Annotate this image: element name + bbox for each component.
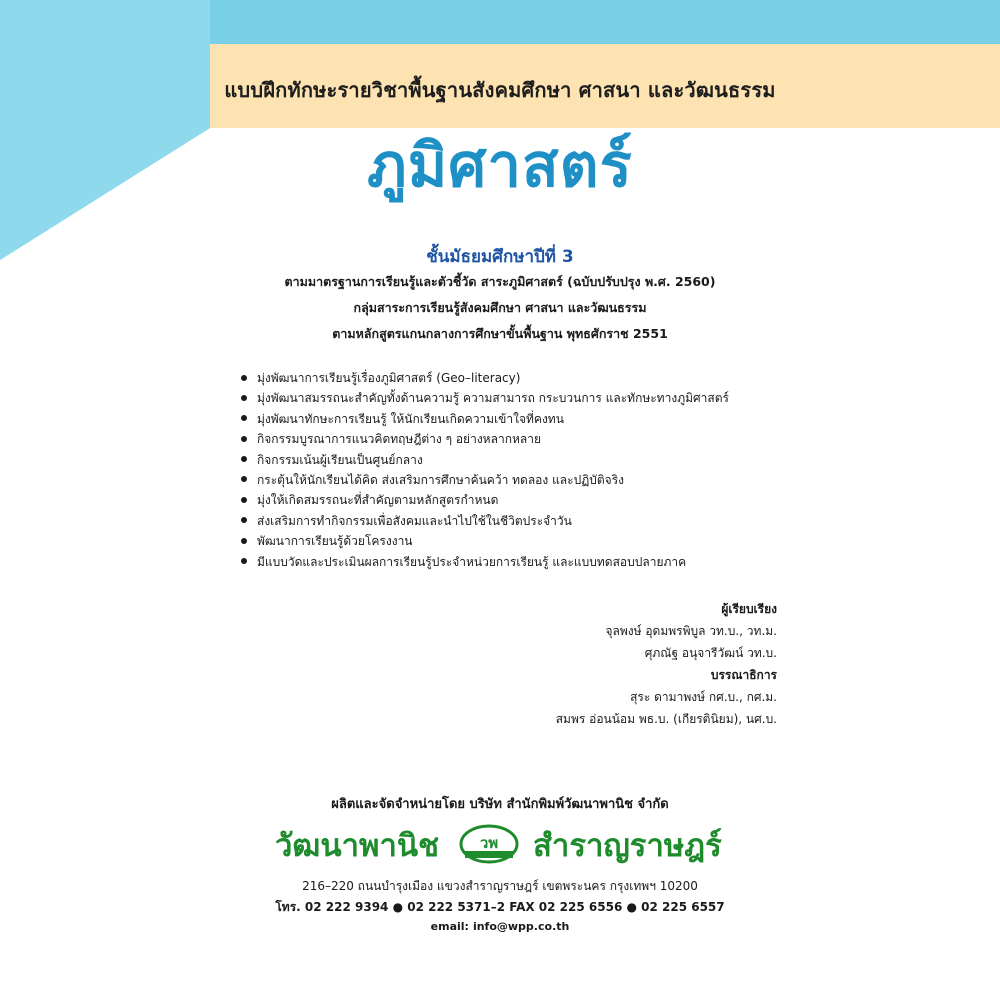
author-name: ศุภณัฐ อนุจารีวัฒน์ วท.บ. xyxy=(644,646,777,660)
grade-level: ชั้นมัธยมศึกษาปีที่ 3 xyxy=(426,247,574,267)
subtitle-curriculum: ตามหลักสูตรแกนกลางการศึกษาขั้นพื้นฐาน พุทธศักราช 2551 xyxy=(332,326,668,341)
bullet-icon xyxy=(241,456,247,462)
bullet-icon xyxy=(241,395,247,401)
publisher-email xyxy=(0,920,1000,933)
author-name: จุลพงษ์ อุดมพรพิบูล วท.บ., วท.ม. xyxy=(605,624,777,638)
editors-heading: บรรณาธิการ xyxy=(710,668,777,682)
feature-item xyxy=(241,490,861,510)
feature-item xyxy=(241,470,861,490)
producer-line: ผลิตและจัดจำหน่ายโดย บริษัท สำนักพิมพ์วัฒนาพานิช จำกัด xyxy=(331,797,669,812)
bullet-icon xyxy=(241,517,247,523)
bullet-icon xyxy=(241,436,247,442)
feature-text: กิจกรรมเน้นผู้เรียนเป็นศูนย์กลาง xyxy=(257,452,423,467)
feature-text: พัฒนาการเรียนรู้ด้วยโครงงาน xyxy=(257,534,413,549)
email-label: email: xyxy=(430,920,469,933)
bullet-icon xyxy=(241,558,247,564)
feature-text: กิจกรรมบูรณาการแนวคิดทฤษฎีต่าง ๆ อย่างหลากหลาย xyxy=(257,432,541,447)
publisher-name-left: วัฒนาพานิช xyxy=(275,828,440,864)
feature-item xyxy=(241,409,861,429)
publisher-logo xyxy=(275,820,735,868)
feature-text: ส่งเสริมการทำกิจกรรมเพื่อสังคมและนำไปใช้ในชีวิตประจำวัน xyxy=(257,513,572,528)
bullet-icon xyxy=(241,375,247,381)
feature-item xyxy=(241,552,861,572)
publisher-phone: โทร. 02 222 9394 ● 02 222 5371–2 FAX 02 225 6556 ● 02 225 6557 xyxy=(275,900,725,914)
editor-name: สมพร อ่อนน้อม พธ.บ. (เกียรตินิยม), นศ.บ. xyxy=(555,712,777,726)
bullet-icon xyxy=(241,538,247,544)
editor-name: สุระ ดามาพงษ์ กศ.บ., กศ.ม. xyxy=(630,690,777,704)
bullet-icon xyxy=(241,497,247,503)
book-title: ภูมิศาสตร์ xyxy=(367,131,633,201)
bullet-icon xyxy=(241,415,247,421)
feature-text: มีแบบวัดและประเมินผลการเรียนรู้ประจำหน่วยการเรียนรู้ และแบบทดสอบปลายภาค xyxy=(257,554,687,569)
feature-text: มุ่งพัฒนาการเรียนรู้เรื่องภูมิศาสตร์ (Geo–literacy) xyxy=(257,371,521,385)
feature-text: กระตุ้นให้นักเรียนได้คิด ส่งเสริมการศึกษาค้นคว้า ทดลอง และปฏิบัติจริง xyxy=(257,472,625,487)
feature-item xyxy=(241,450,861,470)
publisher-emblem-icon xyxy=(459,824,519,864)
feature-text: มุ่งพัฒนาทักษะการเรียนรู้ ให้นักเรียนเกิดความเข้าใจที่คงทน xyxy=(257,411,564,426)
feature-list xyxy=(241,368,861,572)
bullet-icon xyxy=(241,476,247,482)
feature-item xyxy=(241,388,861,408)
emblem-text: วพ xyxy=(479,834,499,852)
series-line: แบบฝึกทักษะรายวิชาพื้นฐานสังคมศึกษา ศาสนา และวัฒนธรรม xyxy=(224,78,776,102)
email-address[interactable]: info@wpp.co.th xyxy=(472,920,570,933)
feature-item xyxy=(241,429,861,449)
feature-text: มุ่งพัฒนาสมรรถนะสำคัญทั้งด้านความรู้ ความสามารถ กระบวนการ และทักษะทางภูมิศาสตร์ xyxy=(257,391,729,406)
feature-item xyxy=(241,511,861,531)
publisher-address: 216–220 ถนนบำรุงเมือง แขวงสำราญราษฎร์ เขตพระนคร กรุงเทพฯ 10200 xyxy=(302,879,698,893)
authors-heading: ผู้เรียบเรียง xyxy=(721,602,777,616)
subtitle-subject-group: กลุ่มสาระการเรียนรู้สังคมศึกษา ศาสนา และวัฒนธรรม xyxy=(353,300,647,315)
feature-text: มุ่งให้เกิดสมรรถนะที่สำคัญตามหลักสูตรกำหนด xyxy=(257,493,499,508)
feature-item xyxy=(241,531,861,551)
subtitle-standards: ตามมาตรฐานการเรียนรู้และตัวชี้วัด สาระภูมิศาสตร์ (ฉบับปรับปรุง พ.ศ. 2560) xyxy=(284,274,716,289)
publisher-name-right: สำราญราษฎร์ xyxy=(533,828,722,864)
feature-item xyxy=(241,368,861,388)
